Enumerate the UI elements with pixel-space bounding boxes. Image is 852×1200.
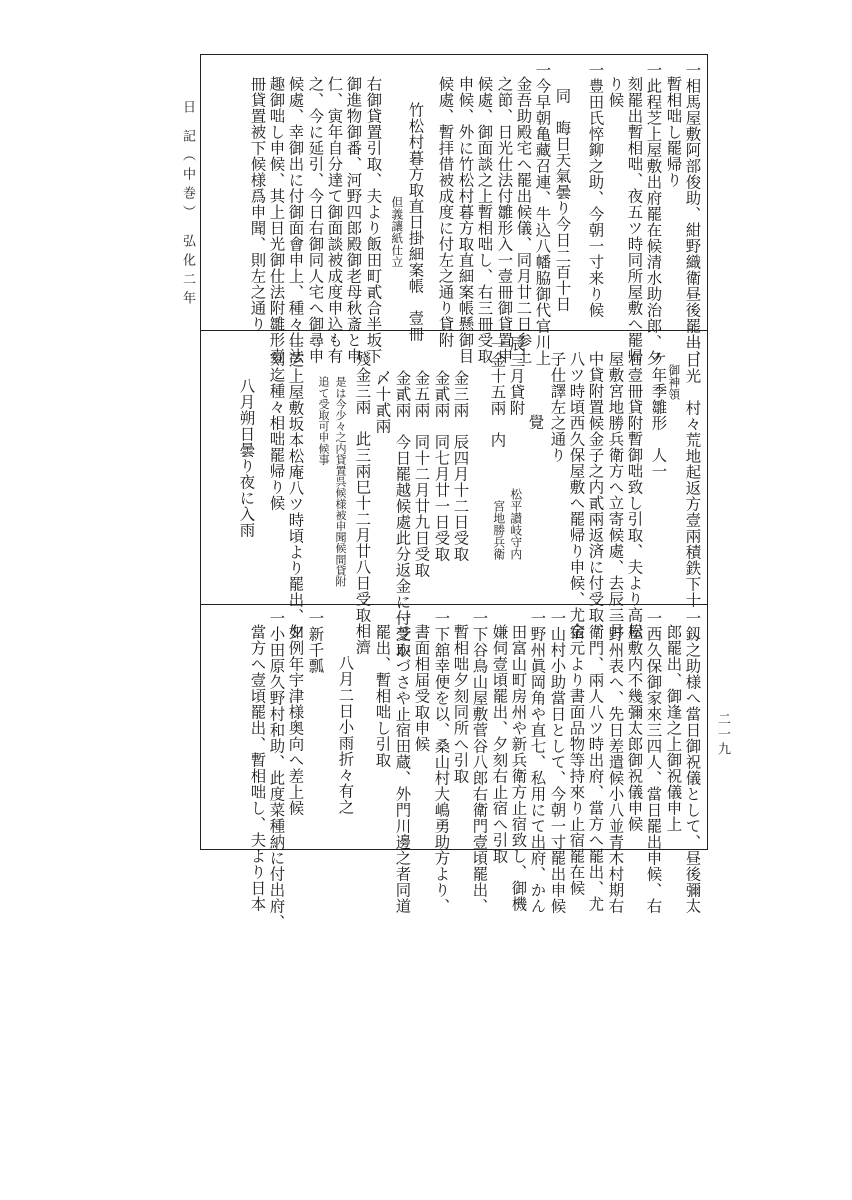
text-column: 仁、寅年自分達て御面談被成度申込も有 — [325, 76, 344, 364]
text-column: 一豊田氏悴鉚之助、今朝一寸来り候 — [586, 62, 605, 318]
text-column: 一芝かづさや止宿田蔵、外門川邊之者同道 — [393, 610, 412, 914]
text-column: 罷出、暫相咄し引取 — [373, 624, 392, 768]
date-heading: 八月二日小雨折々有之 — [336, 655, 355, 815]
text-column: 宿元より書面品物等持來り止宿罷在候 — [567, 624, 586, 896]
text-column: 一山村小助當日として、今朝一寸罷出申候 — [548, 610, 567, 914]
text-column: り候 — [606, 76, 625, 108]
annotation: 御神領 — [666, 352, 681, 400]
text-column: 金三兩 辰四月十二日受取 — [451, 370, 470, 562]
text-column: 〆十貳兩 — [373, 370, 392, 434]
date-heading: 同 晦日天氣曇り今日二百十日 — [553, 88, 572, 312]
date-heading: 八月朔日曇り夜に入雨 — [237, 378, 256, 538]
text-column: 子仕譯左之通り — [548, 351, 567, 463]
text-column: 一今早朝亀藏召連、牛込八幡脇御代官川上 — [533, 62, 552, 366]
running-header: 日 記（中巻） 弘化二年 — [180, 100, 195, 311]
text-column: 一芝上屋敷坂本松庵八ツ時頃より罷出、夕 — [286, 336, 305, 640]
text-column: 中貸附置候金子之内貳兩返済に付受取、 — [586, 351, 605, 639]
text-column: 右御貸置引取、夫より飯田町貳合半坂下 — [364, 76, 383, 364]
text-column: 候處、御面談之上暫相咄し、右三冊受取 — [475, 76, 494, 364]
text-column: 暫相咄し罷帰り — [664, 76, 683, 188]
text-column: 書面相届受取申候 — [412, 624, 431, 752]
text-column: 之、今に延引、今日右御同人宅へ御尋申 — [306, 76, 325, 364]
text-column: 辰三月貸附 — [507, 336, 526, 416]
text-column: 一野州眞岡角や直七、私用にて出府、かん — [528, 610, 547, 914]
text-column: ケ年季雛形 人一 — [649, 351, 668, 479]
text-column: 屋敷宮地勝兵衛方へ立寄候處、去辰三月 — [606, 351, 625, 639]
text-column: 一日光 村々荒地起返方壹兩積鉄下十 — [683, 336, 702, 608]
text-column: 右壹冊貸附暫御咄致し引取、夫より高松 — [625, 351, 644, 639]
text-column: 一釼之助様へ當日御祝儀として、昼後彌太 — [683, 610, 702, 914]
annotation: 松平讃岐守内 — [508, 488, 523, 560]
annotation: 追て受取可申候事 — [317, 376, 330, 465]
text-column: 嫌伺壹頃罷出、夕刻右止宿へ引取 — [490, 624, 509, 864]
page-number: 二一九 — [715, 712, 730, 757]
text-column: 金貳兩 今日罷越候處此分返金に付受取 — [393, 370, 412, 658]
text-column: 金貳兩 同七月廿一日受取 — [432, 370, 451, 562]
text-column: 一相馬屋敷阿部俊助、紺野織衛昼後罷出、 — [683, 62, 702, 366]
text-column: 一下舘幸便を以、桑山村大嶋勇助方より、 — [432, 610, 451, 914]
text-column: 當方へ壹頃罷出、暫相咄し、夫より日本 — [248, 624, 267, 912]
text-column: 一金十五兩 内 — [488, 336, 507, 448]
text-column: 屋敷内不幾彌太郎御祝儀申候 — [625, 624, 644, 832]
text-column: 郎罷出、御逢之上御祝儀申上 — [664, 624, 683, 832]
text-column: 之節、日光仕法付雛形入一壹冊御貸置申 — [495, 76, 514, 364]
text-column: 刻迄種々相咄罷帰り候 — [267, 351, 286, 511]
text-column: 趣御咄し申候、其上日光御仕法附雛形壹 — [267, 76, 286, 364]
text-column: 申候、外に竹松村暮方取直細案帳懸御目 — [456, 76, 475, 364]
text-column: 八ツ時頃西久保屋敷へ罷帰り申候、尤金 — [567, 351, 586, 639]
text-column: 一野州表へ、先日差遣候小八並青木村期右 — [606, 610, 625, 914]
text-column: 衛門、兩人八ツ時出府、當方へ罷出、尤 — [586, 624, 605, 912]
text-column: 御進物御番、河野四郎殿御老母秋斎と申 — [344, 76, 363, 364]
text-column: 一小田原久野村和助、此度菜種納に付出府、 — [267, 610, 286, 930]
text-column: 一下谷鳥山屋敷菅谷八郎右衛門壹頃罷出、 — [470, 610, 489, 914]
annotation: 是は今少々之内貸置呉候様被申聞候間貸附 — [334, 376, 347, 587]
memo-heading: 覺 — [526, 414, 545, 430]
text-column: 候處、暫拝借被成度に付左之通り貸附 — [436, 76, 455, 348]
text-column: 如例年宇津様奥向へ差上候 — [286, 624, 305, 816]
text-column: 候處、幸御出に付御面會申上、種々仕法 — [286, 76, 305, 364]
text-column: 一西久保御家來三四人、當日罷出申候、右 — [644, 610, 663, 914]
text-column: 金五兩 同十二月廿九日受取 — [412, 370, 431, 578]
text-column: 一此程芝上屋敷出府罷在候清水助治郎、夕 — [644, 62, 663, 366]
text-column: 田富山町房州や新兵衛方止宿致し、御機 — [509, 624, 528, 912]
annotation: 宮地勝兵衛 — [491, 500, 506, 560]
text-column: 一新千瓢 — [306, 610, 325, 674]
text-column: 竹松村暮方取直日掛細案帳 壹冊 — [406, 102, 425, 342]
text-column: 冊貸置被下候様爲申聞、則左之通り — [248, 76, 267, 332]
text-column: 殘金三兩 此三兩巳十二月廿八日受取相濟 — [353, 351, 372, 655]
text-column: 金吾助殿宅へ罷出候儀、同月廿二日参上 — [514, 76, 533, 364]
text-column: 刻罷出暫相咄、夜五ツ時同所屋敷へ罷帰 — [625, 76, 644, 364]
annotation: 但義讓紙仕立 — [389, 196, 404, 268]
text-column: 暫相咄夕刻同所へ引取 — [451, 624, 470, 784]
